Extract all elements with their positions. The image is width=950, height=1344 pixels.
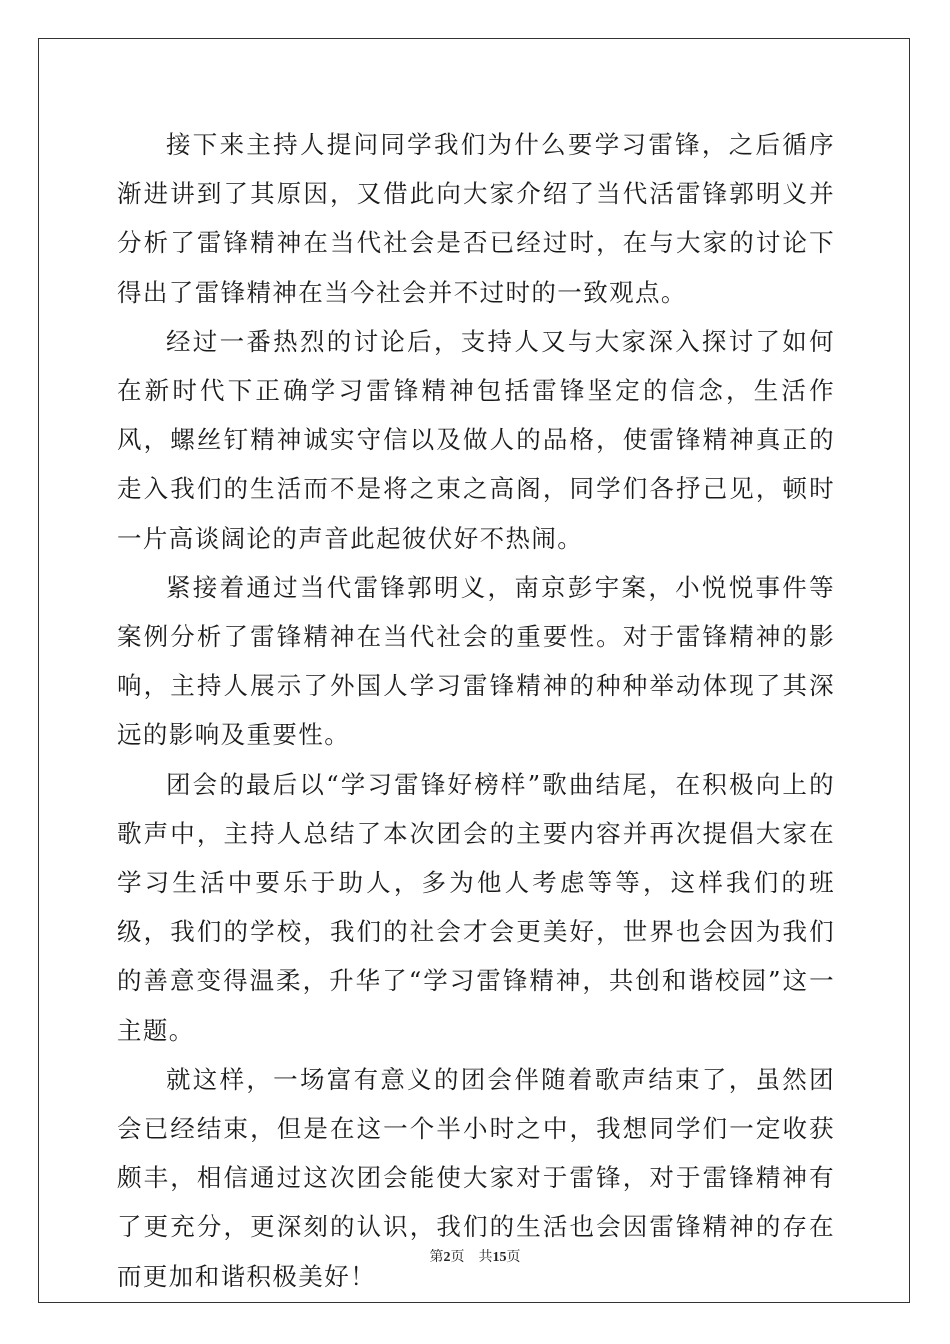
page-footer xyxy=(0,1246,950,1266)
page-unit: 页 xyxy=(450,1250,465,1265)
paragraph-3: 紧接着通过当代雷锋郭明义，南京彭宇案，小悦悦事件等案例分析了雷锋精神在当代社会的重要性。对于雷锋精神的影响，主持人展示了外国人学习雷锋精神的种种举动体现了其深远的影响及重要性。 xyxy=(117,572,835,750)
paragraph-2: 经过一番热烈的讨论后，支持人又与大家深入探讨了如何在新时代下正确学习雷锋精神包括雷锋坚定的信念，生活作风，螺丝钉精神诚实守信以及做人的品格，使雷锋精神真正的走入我们的生活而不是将之束之高阁，同学们各抒己见，顿时一片高谈阔论的声音此起彼伏好不热闹。 xyxy=(117,326,835,553)
paragraph-5: 就这样，一场富有意义的团会伴随着歌声结束了，虽然团会已经结束，但是在这一个半小时之中，我想同学们一定收获颇丰，相信通过这次团会能使大家对于雷锋，对于雷锋精神有了更充分，更深刻的认识，我们的生活也会因雷锋精神的存在而更加和谐积极美好！ xyxy=(117,1064,835,1291)
total-prefix: 共 xyxy=(478,1250,493,1265)
page-total: 15 xyxy=(492,1250,507,1265)
total-unit: 页 xyxy=(506,1250,521,1265)
page-current: 2 xyxy=(443,1250,451,1265)
page-prefix: 第 xyxy=(429,1250,444,1265)
paragraph-4: 团会的最后以“学习雷锋好榜样”歌曲结尾，在积极向上的歌声中，主持人总结了本次团会的主要内容并再次提倡大家在学习生活中要乐于助人，多为他人考虑等等，这样我们的班级，我们的学校，我们的社会才会更美好，世界也会因为我们的善意变得温柔，升华了“学习雷锋精神，共创和谐校园”这一主题。 xyxy=(117,769,835,1045)
paragraph-1: 接下来主持人提问同学我们为什么要学习雷锋，之后循序渐进讲到了其原因，又借此向大家介绍了当代活雷锋郭明义并分析了雷锋精神在当代社会是否已经过时，在与大家的讨论下得出了雷锋精神在当今社会并不过时的一致观点。 xyxy=(117,130,835,307)
document-body xyxy=(117,120,835,1301)
